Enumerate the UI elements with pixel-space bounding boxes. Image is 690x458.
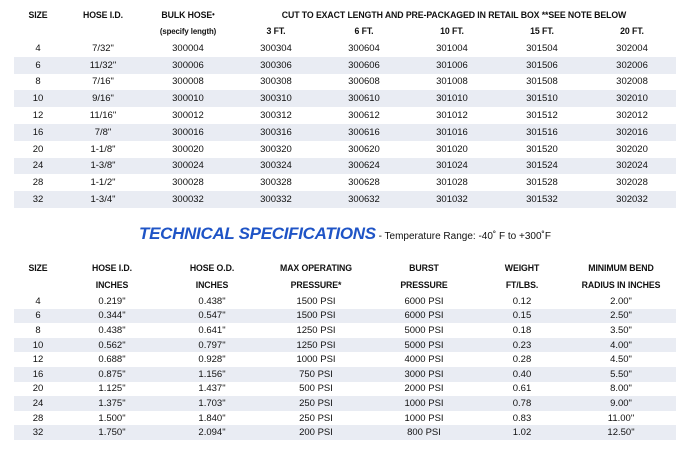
table-cell: 11.00" xyxy=(607,412,635,424)
table-cell: 301012 xyxy=(436,110,468,122)
table-cell: 300604 xyxy=(348,42,380,54)
table-cell: 500 PSI xyxy=(299,383,333,395)
table-cell: 1.375" xyxy=(62,396,162,411)
table-cell: 0.78 xyxy=(478,396,566,411)
table-row xyxy=(14,411,676,426)
table-cell: 0.438" xyxy=(98,324,126,336)
table-cell: 16 xyxy=(14,124,62,141)
table-cell: 301020 xyxy=(436,143,468,155)
spec-subheader: FT/LBS. xyxy=(505,279,539,291)
table-cell: 0.438" xyxy=(198,295,226,307)
table-cell: 1.703" xyxy=(162,396,262,411)
table-cell: 300324 xyxy=(232,158,320,175)
length-header: 3 FT. xyxy=(266,25,286,37)
table-cell: 24 xyxy=(14,158,62,175)
table-row xyxy=(14,323,676,338)
table-cell: 1-3/8" xyxy=(62,158,144,175)
technical-specifications-title xyxy=(0,224,690,244)
table-cell: 1500 PSI xyxy=(296,295,336,307)
table-cell: 301520 xyxy=(526,143,558,155)
table-cell: 1-1/8" xyxy=(90,143,116,155)
table-cell: 7/8" xyxy=(62,124,144,141)
table-cell: 11/32" xyxy=(62,57,144,74)
table-cell: 800 PSI xyxy=(370,425,478,440)
table-cell: 301008 xyxy=(436,76,468,88)
table-cell: 302020 xyxy=(616,143,648,155)
table-cell: 1500 PSI xyxy=(262,309,370,324)
table-cell: 0.641" xyxy=(198,324,226,336)
spec-subheader: RADIUS IN INCHES xyxy=(581,279,661,291)
table-cell: 5000 PSI xyxy=(404,324,444,336)
table-cell: 302004 xyxy=(616,42,648,54)
table-cell: 300616 xyxy=(320,124,408,141)
table-cell: 300320 xyxy=(260,143,292,155)
hose-id-header: HOSE I.D. xyxy=(83,9,123,21)
technical-specifications-table xyxy=(14,260,676,440)
table-cell: 32 xyxy=(14,425,62,440)
table-row xyxy=(14,158,676,175)
table-cell: 300012 xyxy=(172,110,204,122)
table-row xyxy=(14,294,676,309)
length-header: 10 FT. xyxy=(440,25,464,37)
spec-subheader: INCHES xyxy=(95,279,129,291)
table-cell: 300310 xyxy=(232,90,320,107)
table-cell: 8 xyxy=(35,76,41,88)
table-row xyxy=(14,141,676,158)
table-row xyxy=(14,352,676,367)
table-cell: 24 xyxy=(14,396,62,411)
table-cell: 250 PSI xyxy=(262,396,370,411)
table-cell: 0.40 xyxy=(478,367,566,382)
size-header: SIZE xyxy=(28,9,48,21)
table-cell: 300304 xyxy=(260,42,292,54)
spec-header: HOSE O.D. xyxy=(189,262,235,274)
table-cell: 10 xyxy=(14,338,62,353)
table-cell: 16 xyxy=(14,367,62,382)
table-cell: 6 xyxy=(14,57,62,74)
spec-header: SIZE xyxy=(28,262,48,274)
spec-subheader: PRESSURE* xyxy=(290,279,342,291)
table-cell: 302012 xyxy=(616,110,648,122)
table-cell: 0.562" xyxy=(62,338,162,353)
table-cell: 6 xyxy=(14,309,62,324)
table-cell: 300024 xyxy=(144,158,232,175)
table-cell: 300620 xyxy=(348,143,380,155)
table-cell: 300306 xyxy=(232,57,320,74)
table-cell: 1.125" xyxy=(98,383,126,395)
table-cell: 5000 PSI xyxy=(370,338,478,353)
table-cell: 2.00" xyxy=(610,295,632,307)
table-cell: 302006 xyxy=(588,57,676,74)
table-cell: 0.688" xyxy=(98,354,126,366)
table-cell: 3000 PSI xyxy=(370,367,478,382)
spec-header: MAX OPERATING xyxy=(280,262,352,274)
table-cell: 301504 xyxy=(526,42,558,54)
table-cell: 8.00" xyxy=(610,383,632,395)
table-cell: 1000 PSI xyxy=(296,354,336,366)
table-cell: 5.50" xyxy=(566,367,676,382)
table-cell: 8 xyxy=(35,324,41,336)
table-cell: 2000 PSI xyxy=(404,383,444,395)
table-cell: 301010 xyxy=(408,90,496,107)
table-cell: 1-1/2" xyxy=(90,177,116,189)
table-cell: 0.928" xyxy=(198,354,226,366)
table-cell: 12 xyxy=(32,354,44,366)
spec-subheader: PRESSURE xyxy=(400,279,448,291)
table-cell: 0.219" xyxy=(98,295,126,307)
table-cell: 1.500" xyxy=(98,412,126,424)
table-cell: 200 PSI xyxy=(262,425,370,440)
table-row xyxy=(14,124,676,141)
table-cell: 0.12 xyxy=(512,295,532,307)
table-cell: 301028 xyxy=(436,177,468,189)
table-cell: 300032 xyxy=(144,191,232,208)
table-cell: 0.23 xyxy=(478,338,566,353)
table-cell: 301532 xyxy=(496,191,588,208)
spec-subheader xyxy=(16,276,60,294)
table-cell: 0.61 xyxy=(512,383,532,395)
table-cell: 300632 xyxy=(320,191,408,208)
cut-length-note: CUT TO EXACT LENGTH AND PRE-PACKAGED IN RETAIL BOX **SEE NOTE BELOW xyxy=(281,9,627,21)
table-cell: 0.83 xyxy=(512,412,532,424)
spec-header: MINIMUM BEND xyxy=(588,262,654,274)
table-cell: 301032 xyxy=(408,191,496,208)
table-cell: 300004 xyxy=(172,42,204,54)
table-cell: 0.344" xyxy=(62,309,162,324)
table-cell: 1.156" xyxy=(162,367,262,382)
table-cell: 7/32" xyxy=(92,42,114,54)
bulk-hose-subheader: (specify length) xyxy=(159,26,217,36)
table-cell: 6000 PSI xyxy=(404,295,444,307)
table-cell: 4.00" xyxy=(566,338,676,353)
table-cell: 4 xyxy=(35,295,41,307)
table-cell: 300028 xyxy=(172,177,204,189)
table-row xyxy=(14,191,676,208)
table-cell: 300606 xyxy=(320,57,408,74)
table-cell: 302032 xyxy=(588,191,676,208)
table-cell: 28 xyxy=(32,412,44,424)
table-cell: 7/16" xyxy=(92,76,114,88)
table-cell: 6000 PSI xyxy=(370,309,478,324)
length-header: 15 FT. xyxy=(530,25,554,37)
table-cell: 301004 xyxy=(436,42,468,54)
table-cell: 302008 xyxy=(616,76,648,88)
table-cell: 301024 xyxy=(408,158,496,175)
length-header: 20 FT. xyxy=(620,25,644,37)
table-row xyxy=(14,174,676,191)
table-cell: 301506 xyxy=(496,57,588,74)
spec-subheader: INCHES xyxy=(195,279,229,291)
table-row xyxy=(14,107,676,124)
table-cell: 301516 xyxy=(496,124,588,141)
table-row xyxy=(14,367,676,382)
table-cell: 11/16" xyxy=(89,110,117,122)
table-cell: 20 xyxy=(32,383,44,395)
table-cell: 20 xyxy=(32,143,44,155)
table-cell: 10 xyxy=(14,90,62,107)
table-row xyxy=(14,40,676,57)
table-cell: 301016 xyxy=(408,124,496,141)
table-cell: 0.875" xyxy=(62,367,162,382)
table-cell: 0.797" xyxy=(162,338,262,353)
table-cell: 300020 xyxy=(172,143,204,155)
table-cell: 12.50" xyxy=(566,425,676,440)
table-cell: 1000 PSI xyxy=(404,412,444,424)
table-cell: 301006 xyxy=(408,57,496,74)
spec-header: BURST xyxy=(409,262,439,274)
table-cell: 9.00" xyxy=(566,396,676,411)
table-cell: 0.28 xyxy=(512,354,532,366)
length-header: 6 FT. xyxy=(354,25,374,37)
table-cell: 2.094" xyxy=(162,425,262,440)
bulk-hose-header: BULK HOSE• xyxy=(161,9,215,21)
table-cell: 300308 xyxy=(260,76,292,88)
table-cell: 301512 xyxy=(526,110,558,122)
table-row xyxy=(14,74,676,91)
table-cell: 0.18 xyxy=(512,324,532,336)
table-cell: 28 xyxy=(32,177,44,189)
table-row xyxy=(14,382,676,397)
table-cell: 301510 xyxy=(496,90,588,107)
table-cell: 300612 xyxy=(348,110,380,122)
table-row xyxy=(14,338,676,353)
table-cell: 1.750" xyxy=(62,425,162,440)
table-cell: 300624 xyxy=(320,158,408,175)
table-cell: 1250 PSI xyxy=(262,338,370,353)
tech-title-main: TECHNICAL SPECIFICATIONS xyxy=(139,224,376,243)
table-cell: 9/16" xyxy=(62,90,144,107)
table-row xyxy=(14,309,676,324)
table-row xyxy=(14,425,676,440)
table-cell: 301528 xyxy=(526,177,558,189)
table-cell: 250 PSI xyxy=(299,412,333,424)
bulk-mark: • xyxy=(212,9,215,19)
temperature-range: - Temperature Range: -40˚ F to +300˚F xyxy=(375,231,551,242)
table-row xyxy=(14,396,676,411)
table-cell: 12 xyxy=(32,110,44,122)
table-cell: 1.840" xyxy=(198,412,226,424)
table-cell: 1.437" xyxy=(198,383,226,395)
table-cell: 3.50" xyxy=(610,324,632,336)
spec-header: WEIGHT xyxy=(504,262,540,274)
table-cell: 300016 xyxy=(144,124,232,141)
table-cell: 1250 PSI xyxy=(296,324,336,336)
table-cell: 300332 xyxy=(232,191,320,208)
table-cell: 300316 xyxy=(232,124,320,141)
part-number-table xyxy=(14,8,676,208)
table-cell: 301524 xyxy=(496,158,588,175)
table-cell: 300312 xyxy=(260,110,292,122)
table-cell: 2.50" xyxy=(566,309,676,324)
table-cell: 301508 xyxy=(526,76,558,88)
table-cell: 302016 xyxy=(588,124,676,141)
table-cell: 4.50" xyxy=(610,354,632,366)
table-cell: 0.547" xyxy=(162,309,262,324)
table-cell: 300608 xyxy=(348,76,380,88)
table-cell: 302028 xyxy=(616,177,648,189)
table-cell: 4 xyxy=(35,42,41,54)
table-cell: 1000 PSI xyxy=(370,396,478,411)
table-cell: 0.15 xyxy=(478,309,566,324)
table-cell: 32 xyxy=(14,191,62,208)
table-cell: 302010 xyxy=(588,90,676,107)
table-cell: 300010 xyxy=(144,90,232,107)
table-cell: 750 PSI xyxy=(262,367,370,382)
table-cell: 300328 xyxy=(260,177,292,189)
table-cell: 300628 xyxy=(348,177,380,189)
table-cell: 300610 xyxy=(320,90,408,107)
table-row xyxy=(14,90,676,107)
table-cell: 300008 xyxy=(172,76,204,88)
table-cell: 300006 xyxy=(144,57,232,74)
table-cell: 4000 PSI xyxy=(404,354,444,366)
table-cell: 1.02 xyxy=(478,425,566,440)
table-cell: 1-3/4" xyxy=(62,191,144,208)
table-row xyxy=(14,57,676,74)
spec-header: HOSE I.D. xyxy=(92,262,132,274)
table-cell: 302024 xyxy=(588,158,676,175)
